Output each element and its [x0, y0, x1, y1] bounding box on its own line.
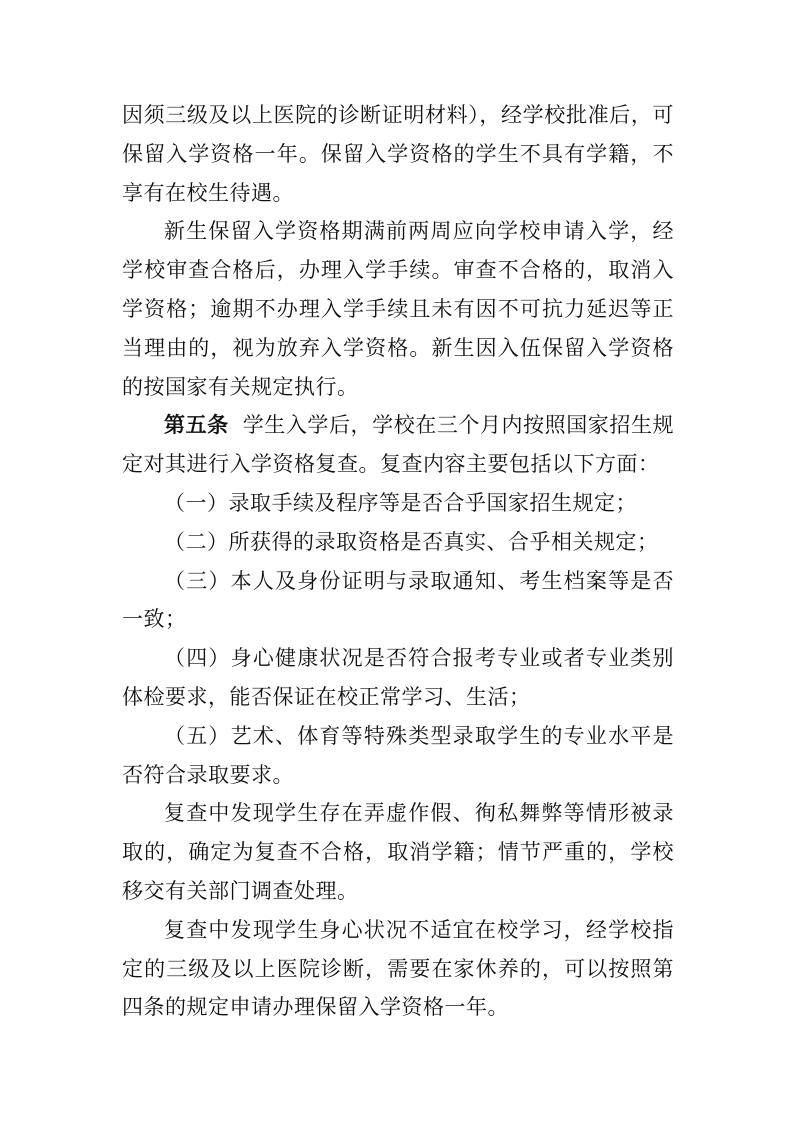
- article-heading: 第五条: [164, 413, 229, 438]
- paragraph-text: 因须三级及以上医院的诊断证明材料），经学校批准后，可保留入学资格一年。保留入学资格的学生不具有学籍，不享有在校生待遇。: [122, 103, 674, 205]
- paragraph-text: 学生入学后，学校在三个月内按照国家招生规定对其进行入学资格复查。复查内容主要包括以下方面：: [122, 413, 675, 477]
- list-item-text: （三）本人及身份证明与录取通知、考生档案等是否一致；: [122, 568, 674, 632]
- paragraph-article-five: [122, 406, 674, 484]
- list-item-text: （四）身心健康状况是否符合报考专业或者专业类别体检要求，能否保证在校正常学习、生活；: [122, 646, 674, 709]
- list-item-text: （五）艺术、体育等特殊类型录取学生的专业水平是否符合录取要求。: [122, 723, 674, 787]
- paragraph-new-student-enrollment: [122, 212, 674, 406]
- paragraph-admission-retention: [122, 96, 674, 212]
- list-item-one: [122, 484, 674, 523]
- paragraph-text: 复查中发现学生身心状况不适宜在校学习，经学校指定的三级及以上医院诊断，需要在家休养的，可以按照第四条的规定申请办理保留入学资格一年。: [122, 917, 674, 1020]
- paragraph-fraud-handling: [122, 794, 674, 910]
- list-item-four: [122, 639, 674, 717]
- list-item-text: （二）所获得的录取资格是否真实、合乎相关规定；: [164, 529, 659, 554]
- list-item-text: （一）录取手续及程序等是否合乎国家招生规定；: [164, 490, 637, 515]
- document-page: [122, 96, 674, 1027]
- paragraph-health-retention: [122, 911, 674, 1027]
- list-item-five: [122, 717, 674, 795]
- paragraph-text: 复查中发现学生存在弄虚作假、徇私舞弊等情形被录取的，确定为复查不合格，取消学籍；情节严重的，学校移交有关部门调查处理。: [122, 801, 674, 903]
- list-item-three: [122, 562, 674, 640]
- paragraph-text: 新生保留入学资格期满前两周应向学校申请入学，经学校审查合格后，办理入学手续。审查不合格的，取消入学资格；逾期不办理入学手续且未有因不可抗力延迟等正当理由的，视为放弃入学资格。新生因入伍保留入学资格的按国家有关规定执行。: [122, 219, 674, 399]
- list-item-two: [122, 523, 674, 562]
